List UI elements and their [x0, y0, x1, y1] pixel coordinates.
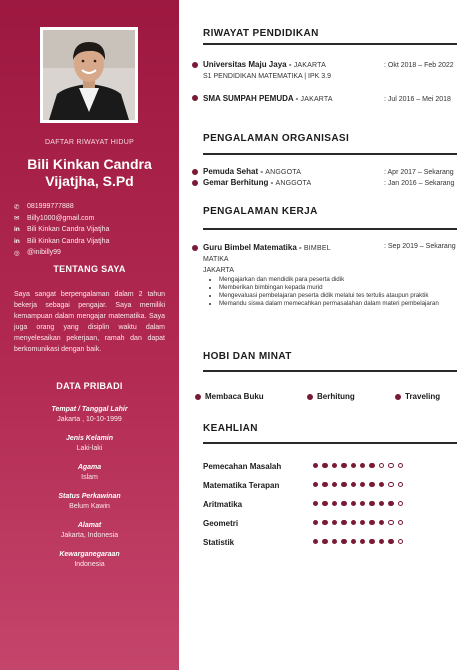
rating-dot-filled [313, 520, 318, 525]
skill-rating [313, 463, 403, 468]
profile-photo [40, 27, 138, 123]
linkedin-icon: in [14, 237, 20, 245]
rating-dot-empty [398, 539, 403, 544]
organization-title: PENGALAMAN ORGANISASI [203, 133, 350, 144]
rating-dot-filled [351, 463, 356, 468]
rating-dot-filled [341, 482, 346, 487]
personal-label: Alamat [77, 522, 102, 529]
section-divider [203, 43, 457, 45]
school-city: JAKARTA [300, 96, 333, 103]
rating-dot-filled [332, 520, 337, 525]
hobby-item: Berhitung [317, 392, 355, 401]
hobby-item: Traveling [405, 392, 441, 401]
rating-dot-empty [398, 463, 403, 468]
rating-dot-filled [369, 501, 374, 506]
rating-dot-filled [322, 501, 327, 506]
contact-text: Bili Kinkan Candra Vijatjha [27, 226, 110, 234]
organization-name: Pemuda Sehat - [203, 167, 264, 176]
rating-dot-filled [379, 539, 384, 544]
contact-text: 081999777888 [27, 203, 74, 210]
work-date: : Sep 2019 – Sekarang [384, 243, 456, 250]
job-organization: BIMBEL [303, 245, 331, 252]
education-date: : Jul 2016 – Mei 2018 [384, 96, 451, 103]
personal-data-title: DATA PRIBADI [56, 381, 123, 391]
section-divider [203, 228, 457, 230]
personal-value: Jakarta , 10-10-1999 [57, 416, 122, 423]
job-city: JAKARTA [203, 267, 234, 274]
document-label: DAFTAR RIWAYAT HIDUP [44, 139, 135, 146]
organization-role: ANGGOTA [275, 180, 312, 187]
skill-rating [313, 501, 403, 506]
personal-item [0, 522, 179, 539]
name-line-2: Vijatjha, S.Pd [45, 173, 134, 189]
contact-instagram[interactable] [14, 247, 174, 258]
rating-dot-filled [351, 520, 356, 525]
personal-item [0, 435, 179, 452]
rating-dot-filled [332, 482, 337, 487]
bullet-icon [395, 394, 401, 400]
about-title: TENTANG SAYA [53, 264, 126, 274]
phone-icon: ✆ [14, 203, 20, 211]
rating-dot-filled [341, 463, 346, 468]
list-item: • Memandu siswa dalam memecahkan permasalahan dalam materi pembelajaran [219, 300, 469, 308]
rating-dot-filled [332, 539, 337, 544]
rating-dot-filled [379, 501, 384, 506]
rating-dot-filled [341, 520, 346, 525]
rating-dot-filled [322, 539, 327, 544]
personal-label: Tempat / Tanggal Lahir [51, 406, 128, 413]
work-entry-name [203, 243, 331, 252]
rating-dot-empty [398, 520, 403, 525]
skill-rating [313, 482, 403, 487]
skill-rating [313, 520, 403, 525]
rating-dot-filled [360, 539, 365, 544]
rating-dot-empty [398, 501, 403, 506]
rating-dot-filled [332, 463, 337, 468]
sidebar [0, 0, 179, 670]
list-item: • Mengajarkan dan mendidik para peserta didik [219, 276, 469, 284]
personal-item [0, 464, 179, 481]
education-entry-name [203, 94, 333, 103]
rating-dot-filled [351, 482, 356, 487]
rating-dot-filled [313, 463, 318, 468]
bullet-icon [192, 180, 198, 186]
rating-dot-filled [313, 482, 318, 487]
duties-list [210, 276, 469, 308]
personal-value: Belum Kawin [69, 503, 110, 510]
rating-dot-filled [388, 539, 393, 544]
organization-role: ANGGOTA [265, 169, 302, 176]
skill-name: Matematika Terapan [203, 481, 280, 490]
hobby-item: Membaca Buku [205, 392, 264, 401]
about-text: Saya sangat berpengalaman dalam 2 tahun bekerja sebagai pengajar. Saya memiliki kemampuan dalam mengajar matematika. Saya juga orang yang disiplin waktu dalam menyelesaikan pekerjaan, ramah dan dapat berkomunikasi dengan baik. [14, 291, 165, 353]
personal-value: Indonesia [74, 561, 105, 568]
rating-dot-filled [351, 501, 356, 506]
personal-label: Jenis Kelamin [65, 435, 114, 442]
rating-dot-filled [360, 482, 365, 487]
job-title: Guru Bimbel Matematika - [203, 243, 302, 252]
organization-entry-name [203, 178, 311, 187]
school-city: JAKARTA [293, 62, 326, 69]
name-line-1: Bili Kinkan Candra [27, 156, 152, 172]
rating-dot-filled [322, 520, 327, 525]
rating-dot-filled [369, 520, 374, 525]
bullet-icon [192, 62, 198, 68]
rating-dot-empty [388, 520, 393, 525]
skill-name: Geometri [203, 519, 239, 528]
organization-date: : Jan 2016 – Sekarang [384, 180, 455, 187]
work-title: PENGALAMAN KERJA [203, 206, 318, 217]
instagram-icon: ◎ [14, 249, 20, 257]
organization-name: Gemar Berhitung - [203, 178, 274, 187]
section-divider [203, 370, 457, 372]
skill-name: Pemecahan Masalah [203, 462, 282, 471]
rating-dot-filled [341, 539, 346, 544]
rating-dot-filled [322, 463, 327, 468]
section-divider [203, 153, 457, 155]
rating-dot-empty [388, 463, 393, 468]
list-item: • Memberikan bimbingan kepada murid [219, 284, 469, 292]
skills-title: KEAHLIAN [203, 423, 258, 434]
personal-label: Kewarganegaraan [59, 551, 120, 558]
rating-dot-filled [360, 501, 365, 506]
personal-value: Laki-laki [76, 445, 103, 452]
personal-value: Jakarta, Indonesia [60, 532, 119, 539]
rating-dot-filled [351, 539, 356, 544]
education-detail: S1 PENDIDIKAN MATEMATIKA | IPK 3.9 [203, 73, 331, 80]
contact-text: Bili Kinkan Candra Vijatjha [27, 237, 110, 245]
job-organization-cont: MATIKA [203, 256, 229, 263]
rating-dot-filled [369, 463, 374, 468]
bullet-icon [192, 169, 198, 175]
skill-name: Aritmatika [203, 500, 243, 509]
email-icon: ✉ [14, 215, 20, 223]
personal-label: Agama [77, 464, 102, 471]
rating-dot-filled [332, 501, 337, 506]
personal-value: Islam [81, 474, 98, 481]
personal-item [0, 493, 179, 510]
linkedin-icon: in [14, 226, 20, 234]
rating-dot-filled [360, 463, 365, 468]
hobbies-title: HOBI DAN MINAT [203, 351, 292, 362]
organization-date: : Apr 2017 – Sekarang [384, 169, 454, 176]
contact-linkedin[interactable] [14, 236, 174, 247]
rating-dot-filled [388, 501, 393, 506]
profile-photo-image [43, 30, 135, 120]
contact-phone [14, 201, 174, 212]
skill-name: Statistik [203, 538, 235, 547]
section-divider [203, 442, 457, 444]
rating-dot-filled [313, 539, 318, 544]
bullet-icon [192, 245, 198, 251]
rating-dot-filled [313, 501, 318, 506]
contact-list [14, 201, 174, 259]
rating-dot-filled [379, 520, 384, 525]
education-entry-name [203, 60, 326, 69]
rating-dot-filled [360, 520, 365, 525]
rating-dot-filled [341, 501, 346, 506]
contact-text: @inibilly99 [27, 249, 61, 257]
school-name: Universitas Maju Jaya - [203, 60, 292, 69]
personal-label: Status Perkawinan [58, 493, 121, 500]
personal-item [0, 406, 179, 423]
rating-dot-filled [369, 539, 374, 544]
education-title: RIWAYAT PENDIDIKAN [203, 28, 319, 39]
rating-dot-empty [388, 482, 393, 487]
rating-dot-empty [379, 463, 384, 468]
rating-dot-filled [322, 482, 327, 487]
contact-text: Billy1000@gmail.com [27, 214, 95, 222]
candidate-name [0, 156, 179, 190]
skill-rating [313, 539, 403, 544]
rating-dot-filled [369, 482, 374, 487]
contact-linkedin[interactable] [14, 224, 174, 235]
rating-dot-filled [379, 482, 384, 487]
rating-dot-empty [398, 482, 403, 487]
school-name: SMA SUMPAH PEMUDA - [203, 94, 299, 103]
bullet-icon [195, 394, 201, 400]
contact-email[interactable] [14, 213, 174, 224]
bullet-icon [192, 95, 198, 101]
education-date: : Okt 2018 – Feb 2022 [384, 62, 454, 69]
organization-entry-name [203, 167, 301, 176]
list-item: • Mengevaluasi pembelajaran peserta didik melalui tes tertulis ataupun praktik [219, 292, 469, 300]
bullet-icon [307, 394, 313, 400]
personal-item [0, 551, 179, 568]
